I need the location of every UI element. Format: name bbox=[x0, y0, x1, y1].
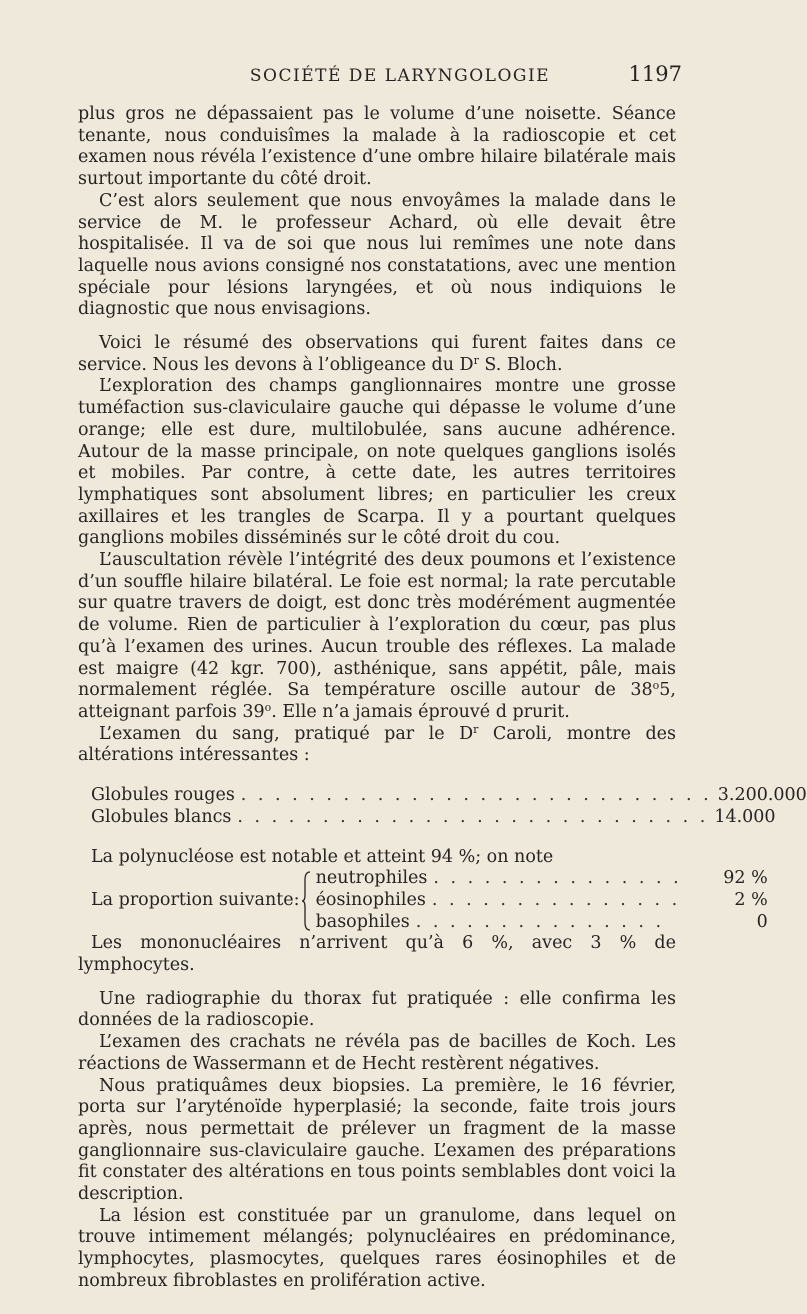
blood-count-table bbox=[78, 785, 807, 828]
row-value: 14.000 bbox=[714, 806, 776, 827]
paragraph: Nous pratiquâmes deux biopsies. La première, le 16 février, porta sur l’aryténoïde hyperplasié; la seconde, faite trois jours après, nous permettait de prélever un fragment de la masse ganglionnaire sus-claviculaire gauche. L’examen des préparations fit constater des altérations en tous points semblables dont voici la description. bbox=[78, 1075, 676, 1205]
paragraph: L’exploration des champs ganglionnaires montre une grosse tuméfaction sus-claviculaire gauche qui dépasse le volume d’une orange; elle est dure, multilobulée, sans aucune adhérence. Autour de la masse principale, on note quelques ganglions isolés et mobiles. Par contre, à cette date, les autres territoires lymphatiques sont absolument libres; en particulier les creux axillaires et les trangles de Scarpa. Il y a pourtant quelques ganglions mobiles disséminés sur le côté droit du cou. bbox=[78, 376, 676, 549]
row-label: basophiles bbox=[315, 911, 410, 932]
body-text bbox=[78, 104, 807, 1293]
row-label: neutrophiles bbox=[315, 868, 428, 889]
row-value: 2 % bbox=[734, 889, 768, 910]
row-value: 0 bbox=[756, 911, 768, 932]
page-number: 1197 bbox=[628, 62, 682, 86]
paragraph: plus gros ne dépassaient pas le volume d’une noisette. Séance tenante, nous conduisîmes la malade à la radioscopie et cet examen nous révéla l’existence d’une ombre hilaire bilatérale mais surtout importante du côté droit. bbox=[78, 104, 676, 190]
table-row: éosinophiles . . . . . . . . . . . . . . . 2 % bbox=[315, 889, 768, 910]
row-value: 3.200.000 bbox=[717, 785, 807, 806]
paragraph: Les mononucléaires n’arrivent qu’à 6 %, avec 3 % de lymphocytes. bbox=[78, 933, 676, 976]
paragraph: La lésion est constituée par un granulome, dans lequel on trouve intimement mélangés; polynucléaires en prédominance, lymphocytes, plasmocytes, quelques rares éosinophiles et de nombreux fibroblastes en prolifération active. bbox=[78, 1205, 676, 1291]
table-row: Globules blancs . . . . . . . . . . . . . . . . . . . . . . . . . . . . 14.000 bbox=[91, 806, 776, 827]
paragraph: Voici le résumé des observations qui furent faites dans ce service. Nous les devons à l’obligeance du $D^r$ S. Bloch. bbox=[78, 333, 676, 375]
paragraph: Une radiographie du thorax fut pratiquée : elle confirma les données de la radioscopie. bbox=[78, 988, 676, 1031]
table-row: Globules rouges . . . . . . . . . . . . . . . . . . . . . . . . . . . . 3.200.000 bbox=[91, 785, 807, 806]
paragraph: C’est alors seulement que nous envoyâmes la malade dans le service de M. le professeur Achard, où elle devait être hospitalisée. Il va de soi que nous lui remîmes une note dans laquelle nous avions consigné nos constatations, avec une mention spéciale pour lésions laryngées, et où nous indiquions le diagnostic que nous envisagions. bbox=[78, 190, 676, 320]
row-label: Globules rouges bbox=[91, 785, 235, 806]
paragraph: L’examen des crachats ne révéla pas de bacilles de Koch. Les réactions de Wassermann et de Hecht restèrent négatives. bbox=[78, 1032, 676, 1074]
row-value: 92 % bbox=[723, 868, 768, 889]
row-label: éosinophiles bbox=[315, 889, 426, 910]
table-row: neutrophiles . . . . . . . . . . . . . . . 92 % bbox=[315, 868, 768, 889]
proportion-label: La proportion suivante: bbox=[91, 889, 300, 910]
table-row: basophiles . . . . . . . . . . . . . . . 0 bbox=[315, 911, 768, 932]
brace-icon bbox=[302, 868, 312, 933]
paragraph: L’examen du sang, pratiqué par le $D^r$ Caroli, montre des altérations intéressantes : bbox=[78, 722, 676, 766]
page-header bbox=[0, 62, 800, 92]
paragraph: La polynucléose est notable et atteint 94 %; on note bbox=[91, 846, 554, 867]
proportion-table bbox=[91, 868, 768, 933]
running-title: SOCIÉTÉ DE LARYNGOLOGIE bbox=[249, 66, 551, 86]
row-label: Globules blancs bbox=[91, 806, 232, 827]
paragraph: L’auscultation révèle l’intégrité des deux poumons et l’existence d’un souffle hilaire bilatéral. Le foie est normal; la rate percutable sur quatre travers de doigt, est donc très modérément augmentée de volume. Rien de particulier à l’exploration du cœur, pas plus qu’à l’examen des urines. Aucun trouble des réflexes. La malade est maigre (42 kgr. 700), asthénique, sans appétit, pâle, mais normalement réglée. Sa température oscille autour de 38$^o$5, atteignant parfois 39$^o$. Elle n’a jamais éprouvé d prurit. bbox=[78, 550, 676, 722]
